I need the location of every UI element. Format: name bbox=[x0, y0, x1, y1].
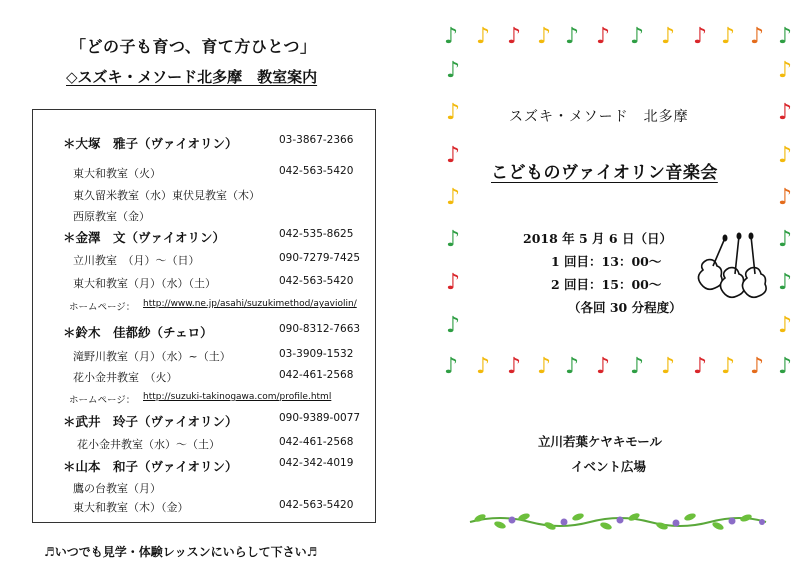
class-label: 立川教室 （月）～（日） bbox=[73, 254, 200, 267]
class-phone: 042-563-5420 bbox=[279, 275, 354, 287]
teacher-phone: 03-3867-2366 bbox=[279, 134, 354, 146]
music-note-icon: ♪ bbox=[630, 24, 645, 49]
class-phone: 090-7279-7425 bbox=[279, 252, 361, 264]
class-phone: 042-461-2568 bbox=[279, 369, 354, 381]
homepage-link[interactable]: http://suzuki-takinogawa.com/profile.html bbox=[143, 392, 332, 402]
music-note-icon: ♪ bbox=[661, 24, 676, 49]
music-note-icon: ♪ bbox=[507, 24, 522, 49]
music-note-icon: ♪ bbox=[693, 24, 708, 49]
music-note-icon: ♪ bbox=[778, 24, 793, 49]
music-note-icon: ♪ bbox=[446, 270, 461, 295]
teacher-name: ＊武井 玲子（ヴァイオリン） bbox=[63, 414, 238, 429]
music-note-icon: ♪ bbox=[778, 58, 793, 83]
venue-area: イベント広場 bbox=[571, 459, 647, 474]
music-note-icon: ♪ bbox=[444, 354, 459, 379]
teacher-phone: 090-9389-0077 bbox=[279, 412, 361, 424]
session-time-2: 2 回目：15：00～ bbox=[551, 277, 662, 292]
music-note-icon: ♪ bbox=[778, 227, 793, 252]
music-note-icon: ♪ bbox=[750, 354, 765, 379]
music-note-icon: ♪ bbox=[507, 354, 522, 379]
session-time-1: 1 回目：13：00～ bbox=[551, 254, 662, 269]
classroom-list-title: ◇スズキ・メソード北多摩 教室案内 bbox=[66, 68, 318, 86]
music-note-icon: ♪ bbox=[721, 354, 736, 379]
org-name: スズキ・メソード 北多摩 bbox=[509, 109, 689, 125]
music-note-icon: ♪ bbox=[476, 354, 491, 379]
music-note-icon: ♪ bbox=[537, 24, 552, 49]
music-note-icon: ♪ bbox=[630, 354, 645, 379]
invitation-footer: ♬いつでも見学・体験レッスンにいらして下さい♬ bbox=[44, 545, 318, 559]
music-note-icon: ♪ bbox=[446, 58, 461, 83]
motto-heading: 「どの子も育つ、育て方ひとつ」 bbox=[70, 37, 317, 56]
music-note-icon: ♪ bbox=[446, 185, 461, 210]
class-label: 花小金井教室（水）～（土） bbox=[77, 438, 220, 451]
concert-title: こどものヴァイオリン音楽会 bbox=[491, 163, 718, 183]
homepage-prefix: ホームページ： bbox=[69, 395, 136, 406]
teacher-directory-box bbox=[32, 109, 376, 523]
class-label: 花小金井教室 （火） bbox=[73, 371, 178, 384]
music-note-icon: ♪ bbox=[565, 354, 580, 379]
class-label: 東久留米教室（水）東伏見教室（木） bbox=[73, 189, 260, 202]
music-note-icon: ♪ bbox=[778, 270, 793, 295]
teacher-phone: 042-342-4019 bbox=[279, 457, 354, 469]
music-note-icon: ♪ bbox=[476, 24, 491, 49]
music-note-icon: ♪ bbox=[778, 354, 793, 379]
class-phone: 03-3909-1532 bbox=[279, 348, 354, 360]
class-phone: 042-563-5420 bbox=[279, 499, 354, 511]
homepage-prefix: ホームページ： bbox=[69, 302, 136, 313]
music-note-icon: ♪ bbox=[596, 24, 611, 49]
teacher-name: ＊大塚 雅子（ヴァイオリン） bbox=[63, 136, 238, 151]
music-note-icon: ♪ bbox=[444, 24, 459, 49]
music-note-icon: ♪ bbox=[778, 143, 793, 168]
teacher-name: ＊鈴木 佳都紗（チェロ） bbox=[63, 325, 213, 340]
music-note-icon: ♪ bbox=[446, 227, 461, 252]
class-label: 滝野川教室（月）（水）~（土） bbox=[73, 350, 231, 363]
teacher-name: ＊山本 和子（ヴァイオリン） bbox=[63, 459, 238, 474]
teacher-name: ＊金澤 文（ヴァイオリン） bbox=[63, 230, 226, 245]
class-phone: 042-563-5420 bbox=[279, 165, 354, 177]
class-label: 東大和教室（火） bbox=[73, 167, 161, 180]
music-note-icon: ♪ bbox=[661, 354, 676, 379]
homepage-link[interactable]: http://www.ne.jp/asahi/suzukimethod/ayaviolin/ bbox=[143, 299, 357, 309]
violins-illustration-icon bbox=[693, 230, 775, 302]
music-note-icon: ♪ bbox=[721, 24, 736, 49]
event-date: 2018 年 5 月 6 日（日） bbox=[523, 231, 672, 246]
teacher-phone: 042-535-8625 bbox=[279, 228, 354, 240]
music-note-icon: ♪ bbox=[750, 24, 765, 49]
class-label: 鷹の台教室（月） bbox=[73, 482, 161, 495]
class-label: 西原教室（金） bbox=[73, 210, 150, 223]
music-note-icon: ♪ bbox=[778, 313, 793, 338]
music-note-icon: ♪ bbox=[446, 143, 461, 168]
class-label: 東大和教室（木）（金） bbox=[73, 501, 189, 514]
music-note-icon: ♪ bbox=[778, 185, 793, 210]
session-duration: （各回 30 分程度） bbox=[568, 300, 682, 315]
class-label: 東大和教室（月）（水）（土） bbox=[73, 277, 216, 290]
music-note-icon: ♪ bbox=[596, 354, 611, 379]
music-note-icon: ♪ bbox=[537, 354, 552, 379]
class-phone: 042-461-2568 bbox=[279, 436, 354, 448]
flower-vine-decoration-icon bbox=[466, 508, 771, 536]
music-note-icon: ♪ bbox=[778, 100, 793, 125]
music-note-icon: ♪ bbox=[693, 354, 708, 379]
music-note-icon: ♪ bbox=[565, 24, 580, 49]
music-note-icon: ♪ bbox=[446, 313, 461, 338]
venue-name: 立川若葉ケヤキモール bbox=[538, 434, 663, 449]
teacher-phone: 090-8312-7663 bbox=[279, 323, 361, 335]
music-note-icon: ♪ bbox=[446, 100, 461, 125]
